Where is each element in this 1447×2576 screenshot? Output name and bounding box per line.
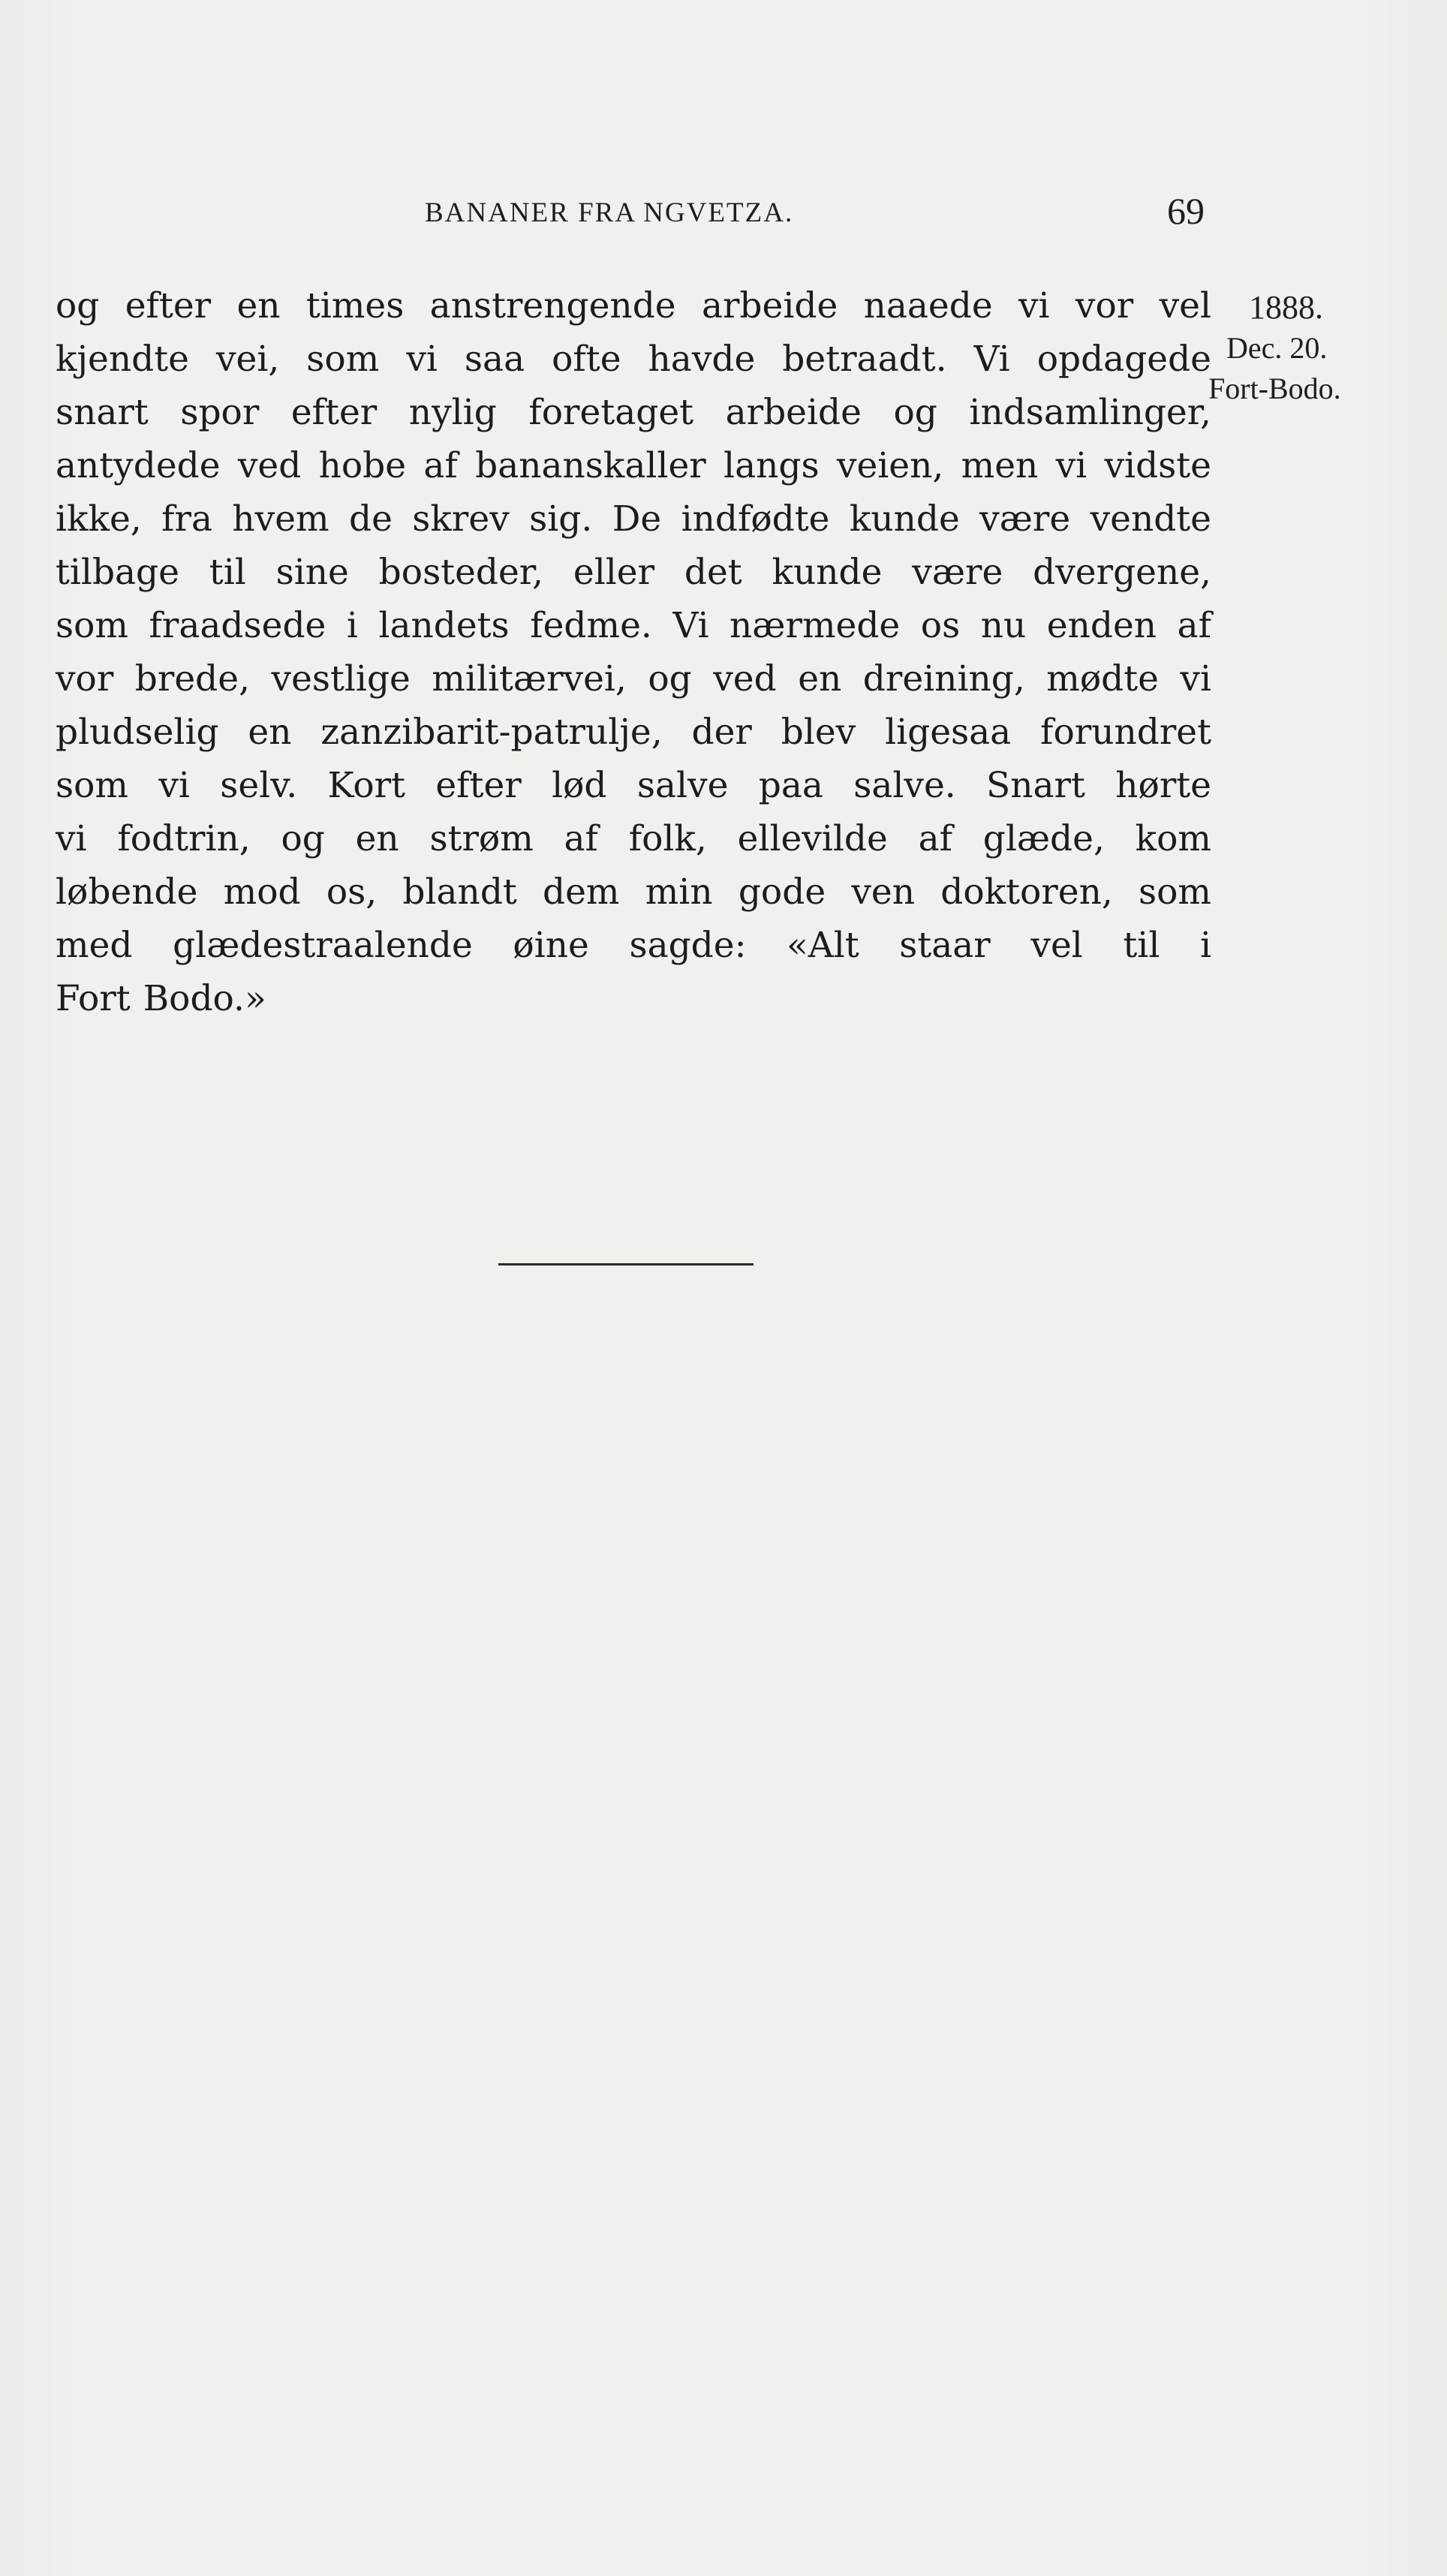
- text-line: som fraadsede i landets fedme. Vi nærmede os nu enden af: [56, 605, 1211, 646]
- text-line: løbende mod os, blandt dem min gode ven doktoren, som: [56, 871, 1211, 913]
- text-line: antydede ved hobe af bananskaller langs veien, men vi vidste: [56, 445, 1211, 486]
- text-line: med glædestraalende øine sagde: «Alt staar vel til i: [56, 925, 1211, 966]
- margin-note-date: Dec. 20.: [1226, 331, 1328, 365]
- margin-note-place: Fort-Bodo.: [1208, 372, 1341, 405]
- page-number: 69: [1167, 190, 1205, 232]
- text-line: vor brede, vestlige militærvei, og ved en dreining, mødte vi: [56, 658, 1211, 700]
- running-title: BANANER FRA NGVETZA.: [425, 197, 794, 228]
- text-line: som vi selv. Kort efter lød salve paa salve. Snart hørte: [56, 765, 1211, 806]
- text-line: vi fodtrin, og en strøm af folk, ellevilde af glæde, kom: [56, 818, 1211, 859]
- margin-note-year: 1888.: [1249, 289, 1323, 326]
- text-line: tilbage til sine bosteder, eller det kunde være dvergene,: [56, 552, 1211, 593]
- text-line: pludselig en zanzibarit-patrulje, der blev ligesaa forundret: [56, 712, 1211, 753]
- text-line: ikke, fra hvem de skrev sig. De indfødte kunde være vendte: [56, 498, 1211, 540]
- text-line: snart spor efter nylig foretaget arbeide og indsamlinger,: [56, 392, 1211, 433]
- section-end-rule: [498, 1263, 754, 1265]
- text-line: kjendte vei, som vi saa ofte havde betraadt. Vi opdagede: [56, 339, 1211, 380]
- text-line-last: Fort Bodo.»: [56, 978, 266, 1019]
- text-line: og efter en times anstrengende arbeide naaede vi vor vel: [56, 285, 1211, 327]
- body-paragraph: [56, 279, 1211, 1025]
